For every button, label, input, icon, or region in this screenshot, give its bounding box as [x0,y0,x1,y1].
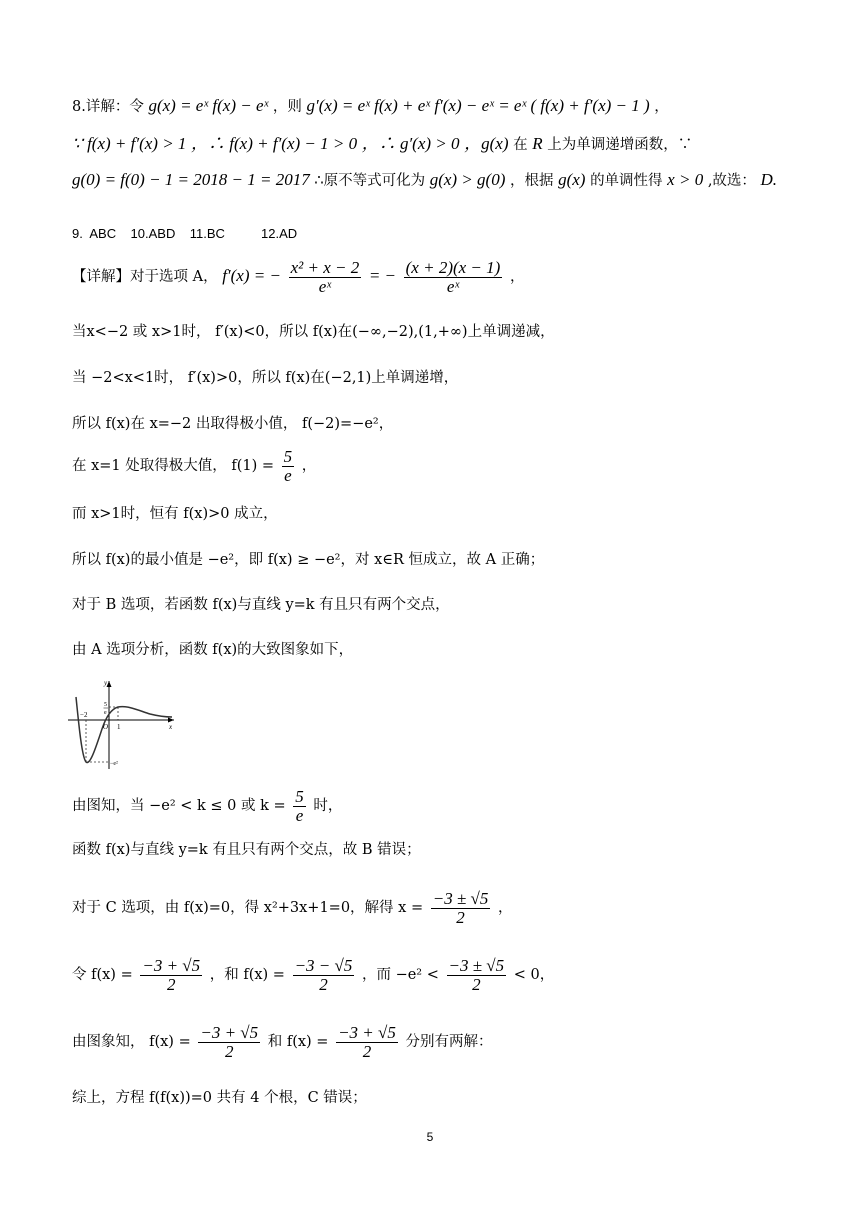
detail-l10-text: 由图知，当 −e² < k ≤ 0 或 k = [72,798,286,814]
detail-line-5 [72,446,316,486]
fraction-5e [282,448,295,485]
fraction-root-num: −3 ± √5 [432,888,489,908]
q8-gx-2: g(x) [558,170,586,189]
fraction-13-1-den: 2 [166,974,176,994]
fraction-2-den: eˣ [446,276,460,296]
answers-line: 9. ABC 10.ABD 11.BC 12.AD [72,226,298,241]
detail-line-9: 由 A 选项分析，函数 f(x)的大致图象如下， [72,642,354,658]
detail-fprime: f′(x) = − [222,266,281,285]
detail-l5-end: ， [301,458,317,474]
detail-l13-a: 令 f(x) = [72,967,133,983]
detail-line-2: 当x<−2 或 x>1时， f′(x)<0，所以 f(x)在(−∞,−2),(1,+∞)上单调递减， [72,324,555,340]
q8-answer: D. [760,170,778,189]
detail-line-6: 而 x>1时，恒有 f(x)>0 成立， [72,506,278,522]
detail-line-12 [72,888,512,928]
fraction-13-1-num: −3 + √5 [142,955,201,975]
fraction-1-den: eˣ [318,276,332,296]
min-label: −e² [110,761,118,767]
tick-5: 5 [104,702,107,708]
fraction-5e-2-num: 5 [295,786,304,806]
detail-line-11: 函数 f(x)与直线 y=k 有且只有两个交点，故 B 错误； [72,842,421,858]
q8-choose: ,故选： [707,173,756,189]
detail-l14-a: 由图象知， f(x) = [72,1034,191,1050]
detail-line-3: 当 −2<x<1时， f′(x)>0，所以 f(x)在(−2,1)上单调递增， [72,370,459,386]
detail-l14-b: 和 f(x) = [267,1034,329,1050]
detail-line-4: 所以 f(x)在 x=−2 出取得极小值， f(−2)=−e²， [72,416,394,432]
detail-l13-c: ，而 −e² < [361,967,439,983]
function-graph [66,677,178,771]
fraction-13-3-num: −3 ± √5 [448,955,505,975]
y-label: y [104,679,108,687]
fraction-5e-den: e [284,465,292,485]
fraction-13-2 [293,957,355,994]
detail-l5-text: 在 x=1 处取得极大值， f(1) = [72,458,275,474]
q8-therefore-2: ，∴ g′(x) > 0 [361,134,460,153]
fraction-1-num: x² + x − 2 [290,257,360,277]
detail-line-8: 对于 B 选项，若函数 f(x)与直线 y=k 有且只有两个交点， [72,597,450,613]
tick-one: 1 [117,723,121,731]
curve [76,697,172,763]
detail-l14-c: 分别有两解： [405,1034,493,1050]
detail-line-10 [72,786,342,826]
detail-line-13 [72,955,554,995]
q8-g0: g(0) = f(0) − 1 = 2018 − 1 = 2017 [72,170,310,189]
q8-ineq: g(x) > g(0) [429,170,506,189]
fraction-14-1 [198,1024,260,1061]
q8-reduce: ∴原不等式可化为 [314,173,426,189]
fraction-13-1 [140,957,202,994]
q8-line-3 [72,170,777,191]
q8-increasing: 上为单调递增函数，∵ [547,137,693,153]
q8-therefore-1: ，∴ f(x) + f′(x) − 1 > 0 [191,134,358,153]
fraction-14-2-den: 2 [362,1041,372,1061]
q8-zai: 在 [513,137,528,153]
detail-line-14 [72,1022,492,1062]
detail-l12-text: 对于 C 选项，由 f(x)=0，得 x²+3x+1=0，解得 x = [72,900,424,916]
detail-eq: = − [368,266,397,285]
fraction-13-2-num: −3 − √5 [294,955,353,975]
q8-line-1 [72,96,669,117]
fraction-14-1-den: 2 [224,1041,234,1061]
q8-by: ，根据 [509,173,554,189]
origin-label: O [103,723,109,731]
q8-g-def: g(x) = eˣ f(x) − eˣ [148,96,269,115]
fraction-2-num: (x + 2)(x − 1) [405,257,501,277]
fraction-13-3 [447,957,507,994]
y-axis-arrow [107,681,112,687]
q8-xgt0: x > 0 [667,170,704,189]
detail-l12-end: ， [497,900,513,916]
q8-because: ∵ f(x) + f′(x) > 1 [72,134,187,153]
detail-l10-end: 时， [313,798,343,814]
tick-neg2: −2 [80,711,88,719]
detail-line-1 [72,256,524,297]
fraction-14-2-num: −3 + √5 [338,1022,396,1042]
fraction-5e-2 [293,788,306,825]
q8-line-2 [72,134,692,155]
q8-comma: ， [654,99,669,115]
q8-g-derivative: g′(x) = eˣ f(x) + eˣ f′(x) − eˣ = eˣ ( f(x) + f′(x) − 1 ) [306,96,650,115]
fraction-14-2 [336,1024,398,1061]
fraction-13-2-den: 2 [319,974,328,994]
q8-prefix: 8.详解：令 [72,99,144,115]
fraction-root-den: 2 [456,907,465,927]
detail-line-15: 综上，方程 f(f(x))=0 共有 4 个根，C 错误； [72,1090,367,1106]
q8-gx: ，g(x) [464,134,509,153]
fraction-1 [289,259,362,296]
detail-line-7: 所以 f(x)的最小值是 −e²，即 f(x) ≥ −e²，对 x∈R 恒成立，故 A 正确； [72,552,545,568]
detail-l13-b: ，和 f(x) = [209,967,285,983]
fraction-2 [404,259,503,296]
tick-e: e [104,710,107,716]
x-axis-arrow [168,718,174,723]
detail-prefix: 【详解】对于选项 A， [72,269,218,285]
fraction-13-3-den: 2 [472,974,481,994]
q8-then: ，则 [272,99,302,115]
fraction-5e-num: 5 [283,446,293,466]
fraction-14-1-num: −3 + √5 [200,1022,259,1042]
q8-R: R [532,134,543,153]
q8-mono: 的单调性得 [590,173,663,189]
fraction-5e-2-den: e [295,805,304,825]
detail-comma: ， [509,269,525,285]
x-label: x [169,723,173,731]
fraction-root [431,890,491,927]
detail-l13-d: < 0， [513,967,555,983]
page-number: 5 [426,1130,434,1144]
